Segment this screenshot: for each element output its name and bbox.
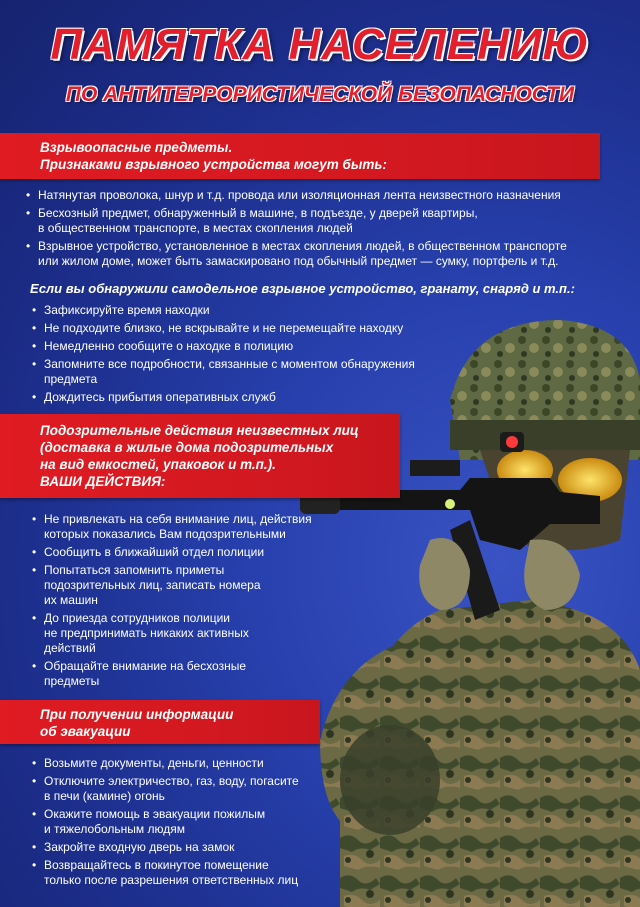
list-item: • Натянутая проволока, шнур и т.д. провода или изоляционная лента неизвестного назначения [24, 188, 624, 203]
list-item: • Закройте входную дверь на замок [30, 840, 350, 855]
banner-text: При получении информации об эвакуации [40, 707, 234, 739]
explosives-signs-list [24, 188, 624, 272]
list-item: • До приезда сотрудников полиции не предпринимать никаких активных действий [30, 611, 350, 656]
banner-text: Подозрительные действия неизвестных лиц (доставка в жилые дома подозрительных на вид емкостей, упаковок и т.п.). ВАШИ ДЕЙСТВИЯ: [40, 423, 359, 489]
section-banner-evacuation [0, 700, 320, 744]
list-item: • Запомните все подробности, связанные с моментом обнаружения предмета [30, 357, 470, 387]
section-banner-explosives [0, 133, 600, 179]
list-item: • Бесхозный предмет, обнаруженный в машине, в подъезде, у дверей квартиры, в общественном транспорте, в местах скопления людей [24, 206, 624, 236]
section-banner-suspicious [0, 414, 400, 498]
list-item: • Сообщить в ближайший отдел полиции [30, 545, 350, 560]
list-item: • Зафиксируйте время находки [30, 303, 470, 318]
list-item: • Немедленно сообщите о находке в полицию [30, 339, 470, 354]
list-item: • Попытаться запомнить приметы подозрительных лиц, записать номера их машин [30, 563, 350, 608]
list-item: • Возьмите документы, деньги, ценности [30, 756, 350, 771]
evacuation-actions-list [30, 756, 350, 891]
list-item: • Не привлекать на себя внимание лиц, действия которых показались Вам подозрительными [30, 512, 350, 542]
list-item: • Обращайте внимание на бесхозные предметы [30, 659, 350, 689]
poster-title: ПАМЯТКА НАСЕЛЕНИЮ [50, 20, 590, 69]
list-item: • Возвращайтесь в покинутое помещение только после разрешения ответственных лиц [30, 858, 350, 888]
list-item: • Не подходите близко, не вскрывайте и не перемещайте находку [30, 321, 470, 336]
list-item: • Отключите электричество, газ, воду, погасите в печи (камине) огонь [30, 774, 350, 804]
list-item: • Взрывное устройство, установленное в местах скопления людей, в общественном транспорте или жилом доме, может быть замаскировано под обычный предмет — сумку, портфель и т.д. [24, 239, 624, 269]
list-item: • Окажите помощь в эвакуации пожилым и тяжелобольным людям [30, 807, 350, 837]
section-heading-found-device: Если вы обнаружили самодельное взрывное устройство, гранату, снаряд и т.п.: [30, 281, 575, 296]
poster-subtitle: ПО АНТИТЕРРОРИСТИЧЕСКОЙ БЕЗОПАСНОСТИ [65, 83, 575, 106]
suspicious-actions-list [30, 512, 350, 692]
banner-text: Взрывоопасные предметы. Признаками взрывного устройства могут быть: [40, 140, 387, 172]
found-device-actions-list [30, 303, 470, 408]
list-item: • Дождитесь прибытия оперативных служб [30, 390, 470, 405]
